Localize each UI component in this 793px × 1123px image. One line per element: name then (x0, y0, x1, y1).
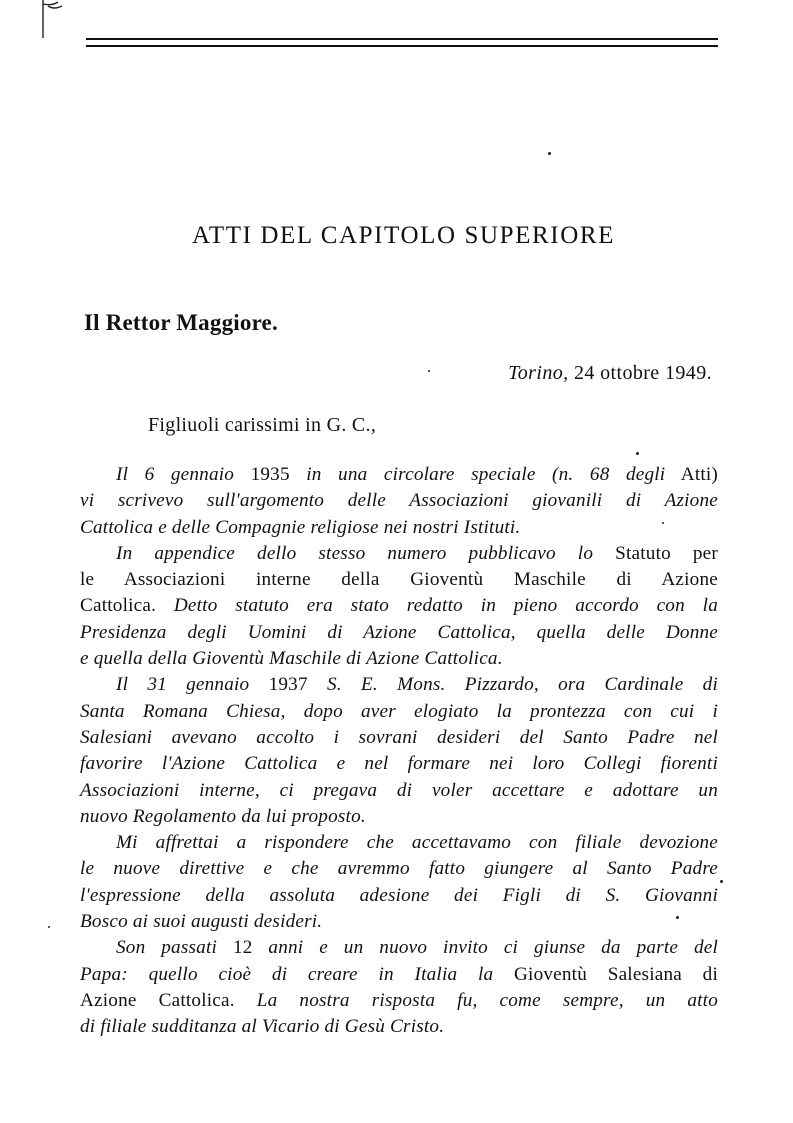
text-run: 12 (232, 937, 253, 959)
text-run: l'espressione della assoluta adesione dei Figli di S. Giovanni (80, 884, 718, 906)
text-line (80, 935, 718, 961)
dateline-place: Torino, (508, 362, 569, 384)
text-run: In appendice dello stesso numero pubblicavo lo (116, 542, 594, 564)
print-speck (428, 370, 430, 372)
text-line (80, 909, 718, 935)
text-line (80, 699, 718, 725)
print-speck (636, 452, 639, 455)
letter-body (80, 462, 718, 1041)
text-run: in una circolare speciale (n. 68 degli (306, 464, 666, 485)
text-line (80, 1014, 718, 1040)
text-run: Gioventù Salesiana di (514, 963, 718, 985)
text-run: La nostra risposta fu, come sempre, un atto (256, 989, 719, 1011)
text-line (80, 541, 718, 567)
text-run: favorire l'Azione Cattolica e nel formare nei loro Collegi fiorenti (80, 753, 718, 775)
corner-mark-icon (40, 0, 68, 40)
print-speck (48, 926, 50, 928)
letter-salutation: Figliuoli carissimi in G. C., (148, 414, 377, 436)
text-line (80, 962, 718, 988)
text-run: Associazioni interne, ci pregava di voler accettare e adottare un (80, 779, 718, 801)
text-run: anni e un nuovo invito ci giunse da parte del (268, 937, 719, 959)
text-run: Cattolica. (80, 595, 157, 617)
text-run: Azione Cattolica. (80, 989, 235, 1011)
text-line (80, 567, 718, 593)
text-run: S. E. Mons. Pizzardo, ora Cardinale di (326, 674, 719, 696)
print-speck (548, 152, 551, 155)
section-heading: Il Rettor Maggiore. (84, 310, 278, 335)
text-run: Papa: quello cioè di creare in Italia la (80, 963, 494, 985)
text-line (80, 778, 718, 804)
text-run: 1935 (250, 464, 290, 485)
print-speck (720, 880, 723, 883)
text-line (80, 830, 718, 856)
text-line (80, 856, 718, 882)
text-line (80, 672, 718, 698)
text-line (80, 751, 718, 777)
text-run: di filiale sudditanza al Vicario di Gesù Cristo. (80, 1016, 445, 1038)
text-line (80, 988, 718, 1014)
text-line (80, 646, 718, 672)
text-run: e quella della Gioventù Maschile di Azione Cattolica. (80, 648, 503, 670)
text-line (80, 883, 718, 909)
text-run: Salesiani avevano accolto i sovrani desideri del Santo Padre nel (80, 726, 718, 748)
header-rule-top (86, 38, 718, 40)
text-run: Son passati (116, 937, 218, 959)
text-run: Santa Romana Chiesa, dopo aver elogiato la prontezza con cui i (80, 700, 718, 722)
text-run: le Associazioni interne della Gioventù Maschile di Azione (80, 569, 718, 591)
text-run: le nuove direttive e che avremmo fatto giungere al Santo Padre (80, 858, 718, 880)
text-run: 1937 (268, 674, 308, 696)
text-run: Atti) (680, 464, 719, 485)
text-run: nuovo Regolamento da lui proposto. (80, 805, 366, 827)
text-line (80, 620, 718, 646)
text-run: Cattolica e delle Compagnie religiose nei nostri Istituti. (80, 516, 521, 538)
text-run: Il 6 gennaio (116, 464, 235, 485)
page-title: ATTI DEL CAPITOLO SUPERIORE (191, 222, 616, 249)
text-run: Statuto per (615, 542, 718, 564)
text-run: vi scrivevo sull'argomento delle Associazioni giovanili di Azione (80, 490, 718, 512)
text-line (80, 488, 718, 514)
text-run: Detto statuto era stato redatto in pieno accordo con la (173, 595, 718, 617)
header-rule-bottom (86, 45, 718, 47)
text-line (80, 462, 718, 488)
text-run: Il 31 gennaio (116, 674, 250, 696)
text-line (80, 593, 718, 619)
text-line (80, 515, 718, 541)
text-line (80, 725, 718, 751)
text-run: Presidenza degli Uomini di Azione Cattolica, quella delle Donne (80, 621, 718, 643)
text-line (80, 804, 718, 830)
text-run: Bosco ai suoi augusti desideri. (80, 911, 323, 933)
dateline-date: 24 ottobre 1949. (573, 362, 712, 384)
text-run: Mi affrettai a rispondere che accettavamo con filiale devozione (116, 832, 718, 854)
letter-dateline (508, 362, 712, 385)
